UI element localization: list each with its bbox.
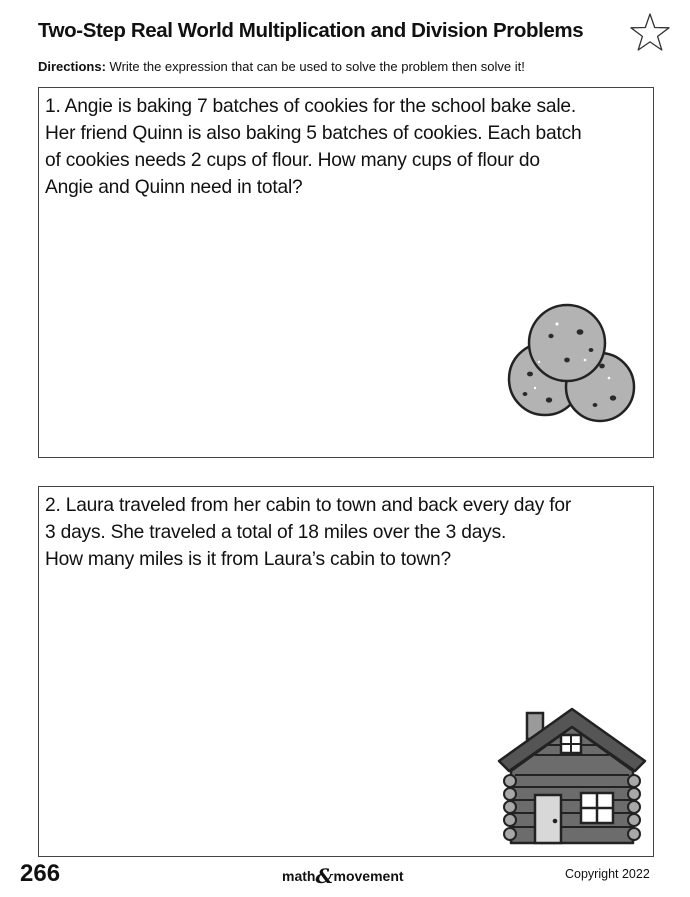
log-cabin-icon	[497, 699, 647, 849]
problem-1-line: of cookies needs 2 cups of flour. How many cups of flour do	[45, 150, 540, 171]
problem-2-line: 2. Laura traveled from her cabin to town and back every day for	[45, 495, 572, 516]
problem-2-line: 3 days. She traveled a total of 18 miles over the 3 days.	[45, 522, 507, 543]
page-number: 266	[20, 860, 61, 887]
cookies-icon	[505, 302, 640, 437]
problem-1-line: Angie and Quinn need in total?	[45, 177, 303, 198]
problem-1-line: 1. Angie is baking 7 batches of cookies for the school bake sale.	[45, 96, 576, 117]
brand-logo-right: movement	[333, 868, 404, 884]
directions-text: Write the expression that can be used to solve the problem then solve it!	[109, 59, 525, 74]
directions	[38, 59, 525, 74]
problem-2-box[interactable]	[38, 486, 654, 857]
directions-label: Directions:	[38, 59, 106, 74]
problem-2-line: How many miles is it from Laura’s cabin to town?	[45, 549, 451, 570]
problem-1-line: Her friend Quinn is also baking 5 batches of cookies. Each batch	[45, 123, 582, 144]
page-title: Two-Step Real World Multiplication and Division Problems	[38, 19, 584, 42]
problem-1-box[interactable]	[38, 87, 654, 458]
star-icon	[630, 12, 670, 52]
brand-logo-amp: &	[315, 864, 334, 888]
problem-1-text	[45, 93, 649, 201]
brand-logo-left: math	[282, 868, 316, 884]
problem-2-text	[45, 492, 649, 573]
brand-logo	[282, 864, 404, 888]
copyright: Copyright 2022	[565, 867, 650, 881]
